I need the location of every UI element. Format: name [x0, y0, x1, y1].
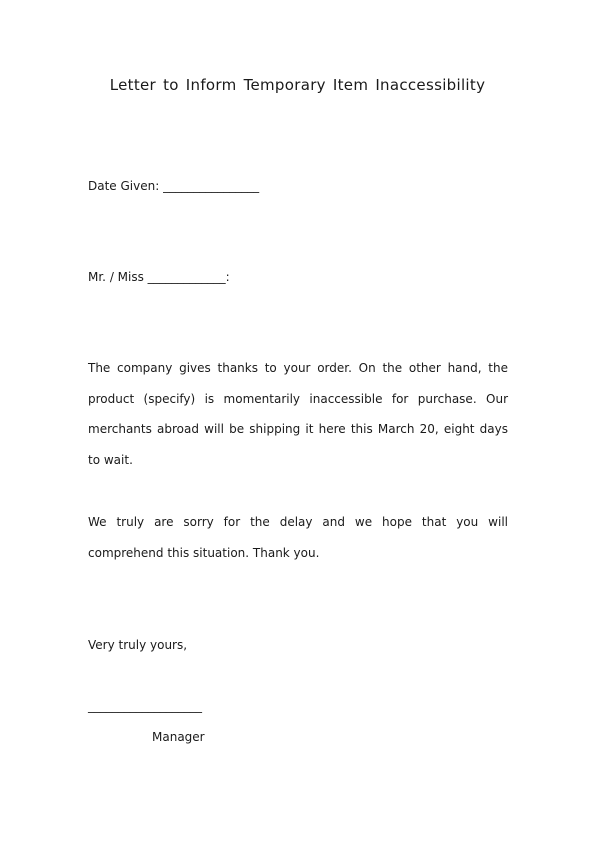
closing-line: Very truly yours, — [88, 638, 188, 652]
salutation-line: Mr. / Miss _____________: — [88, 270, 230, 284]
date-given-line: Date Given: ________________ — [88, 179, 260, 193]
signature-line: ___________________ — [88, 699, 202, 713]
body-paragraph-1: The company gives thanks to your order. On the other hand, the product (specify) is momentarily inaccessible for purchase. Our merchants abroad will be shipping it here this March 20, eight days to wait. — [88, 361, 508, 467]
letter-title: Letter to Inform Temporary Item Inaccessibility — [109, 76, 486, 94]
signatory-title: Manager — [152, 730, 205, 744]
body-paragraph-2: We truly are sorry for the delay and we hope that you will comprehend this situation. Thank you. — [88, 515, 508, 560]
